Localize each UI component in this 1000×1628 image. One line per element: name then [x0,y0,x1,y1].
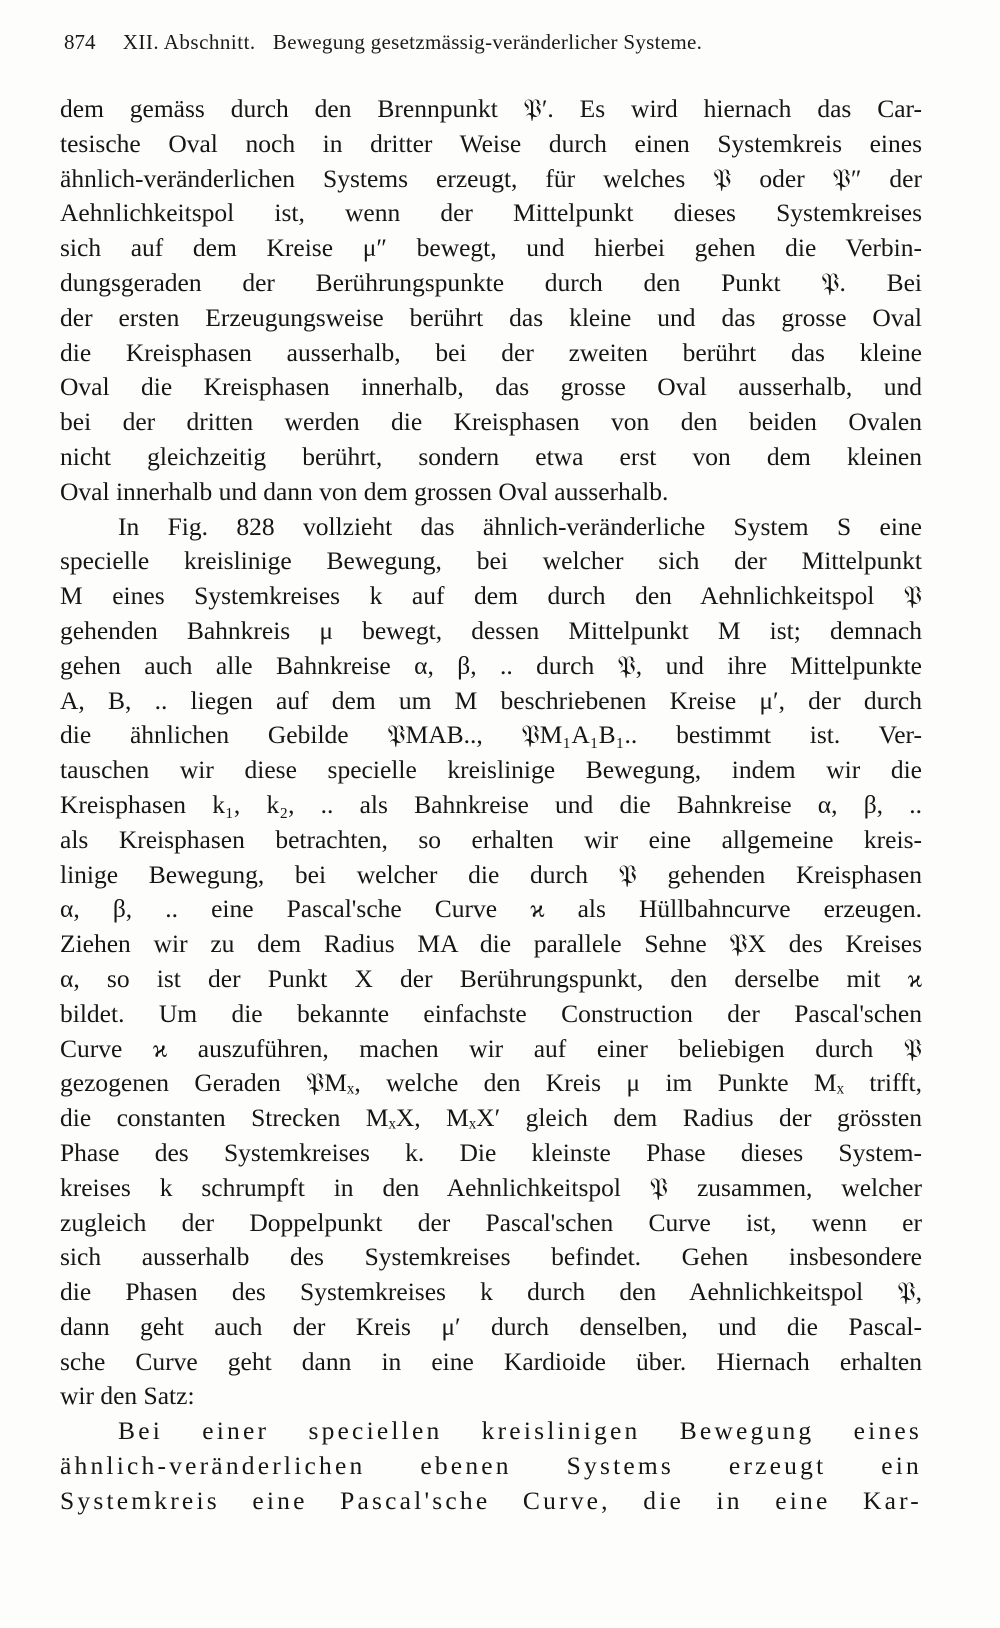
running-header [64,30,854,55]
page-number: 874 [64,30,96,54]
text-line: Kreisphasen k₁, k₂, .. als Bahnkreise und die Bahnkreise α, β, .. [60,789,922,819]
text-line: gehenden Bahnkreis μ bewegt, dessen Mittelpunkt M ist; demnach [60,615,922,645]
text-line: tauschen wir diese specielle kreislinige Bewegung, indem wir die [60,755,922,785]
text-line: Aehnlichkeitspol ist, wenn der Mittelpunkt dieses Systemkreises [60,198,922,228]
text-line: sich auf dem Kreise μ″ bewegt, und hierbei gehen die Verbin- [60,233,922,263]
section-label: XII. Abschnitt. [122,30,256,54]
text-line: die Kreisphasen ausserhalb, bei der zweiten berührt das kleine [60,337,922,367]
theorem-line: Systemkreis eine Pascal'sche Curve, die in eine Kar- [60,1485,922,1515]
text-line: zugleich der Doppelpunkt der Pascal'schen Curve ist, wenn er [60,1207,922,1237]
text-line: sche Curve geht dann in eine Kardioide über. Hiernach erhalten [60,1346,922,1376]
text-line: M eines Systemkreises k auf dem durch den Aehnlichkeitspol 𝔓 [60,581,922,611]
text-line: A, B, .. liegen auf dem um M beschriebenen Kreise μ′, der durch [60,685,922,715]
text-line: Phase des Systemkreises k. Die kleinste Phase dieses System- [60,1137,922,1167]
text-line: tesische Oval noch in dritter Weise durch einen Systemkreis eines [60,128,922,158]
text-line: In Fig. 828 vollzieht das ähnlich-veränderliche System S eine [118,511,922,541]
text-line: sich ausserhalb des Systemkreises befindet. Gehen insbesondere [60,1242,922,1272]
section-title: Bewegung gesetzmässig-veränderlicher Systeme. [272,30,703,54]
text-line: die Phasen des Systemkreises k durch den Aehnlichkeitspol 𝔓, [60,1277,922,1307]
text-line: gezogenen Geraden 𝔓Mₓ, welche den Kreis μ im Punkte Mₓ trifft, [60,1068,922,1098]
text-line: dungsgeraden der Berührungspunkte durch den Punkt 𝔓. Bei [60,267,922,297]
text-line: ähnlich-veränderlichen Systems erzeugt, für welches 𝔓 oder 𝔓″ der [60,163,922,193]
text-line: die constanten Strecken MₓX, MₓX′ gleich dem Radius der grössten [60,1103,922,1133]
text-line: bildet. Um die bekannte einfachste Construction der Pascal'schen [60,998,922,1028]
body-text [60,92,922,1519]
text-line: Oval die Kreisphasen innerhalb, das grosse Oval ausserhalb, und [60,372,922,402]
text-line: bei der dritten werden die Kreisphasen von den beiden Ovalen [60,407,922,437]
text-line: gehen auch alle Bahnkreise α, β, .. durch 𝔓, und ihre Mittelpunkte [60,650,922,680]
text-line: α, β, .. eine Pascal'sche Curve ϰ als Hüllbahncurve erzeugen. [60,894,922,924]
text-line: Curve ϰ auszuführen, machen wir auf einer beliebigen durch 𝔓 [60,1033,922,1063]
text-line: der ersten Erzeugungsweise berührt das kleine und das grosse Oval [60,302,922,332]
text-line: dann geht auch der Kreis μ′ durch denselben, und die Pascal- [60,1311,922,1341]
theorem-line: Bei einer speciellen kreislinigen Bewegung eines [118,1416,922,1446]
text-line: Oval innerhalb und dann von dem grossen Oval ausserhalb. [60,476,669,506]
theorem-line: ähnlich-veränderlichen ebenen Systems erzeugt ein [60,1451,922,1481]
text-line: als Kreisphasen betrachten, so erhalten wir eine allgemeine kreis- [60,824,922,854]
text-line: nicht gleichzeitig berührt, sondern etwa erst von dem kleinen [60,441,922,471]
text-line: dem gemäss durch den Brennpunkt 𝔓′. Es wird hiernach das Car- [60,94,922,123]
text-line: die ähnlichen Gebilde 𝔓MAB.., 𝔓M₁A₁B₁.. bestimmt ist. Ver- [60,720,922,750]
text-line: kreises k schrumpft in den Aehnlichkeitspol 𝔓 zusammen, welcher [60,1172,922,1202]
text-line: α, so ist der Punkt X der Berührungspunkt, den derselbe mit ϰ [60,963,922,993]
text-line: linige Bewegung, bei welcher die durch 𝔓 gehenden Kreisphasen [60,859,922,889]
text-line: specielle kreislinige Bewegung, bei welcher sich der Mittelpunkt [60,546,922,576]
text-line: wir den Satz: [60,1381,195,1411]
text-line: Ziehen wir zu dem Radius MA die parallele Sehne 𝔓X des Kreises [60,929,922,959]
